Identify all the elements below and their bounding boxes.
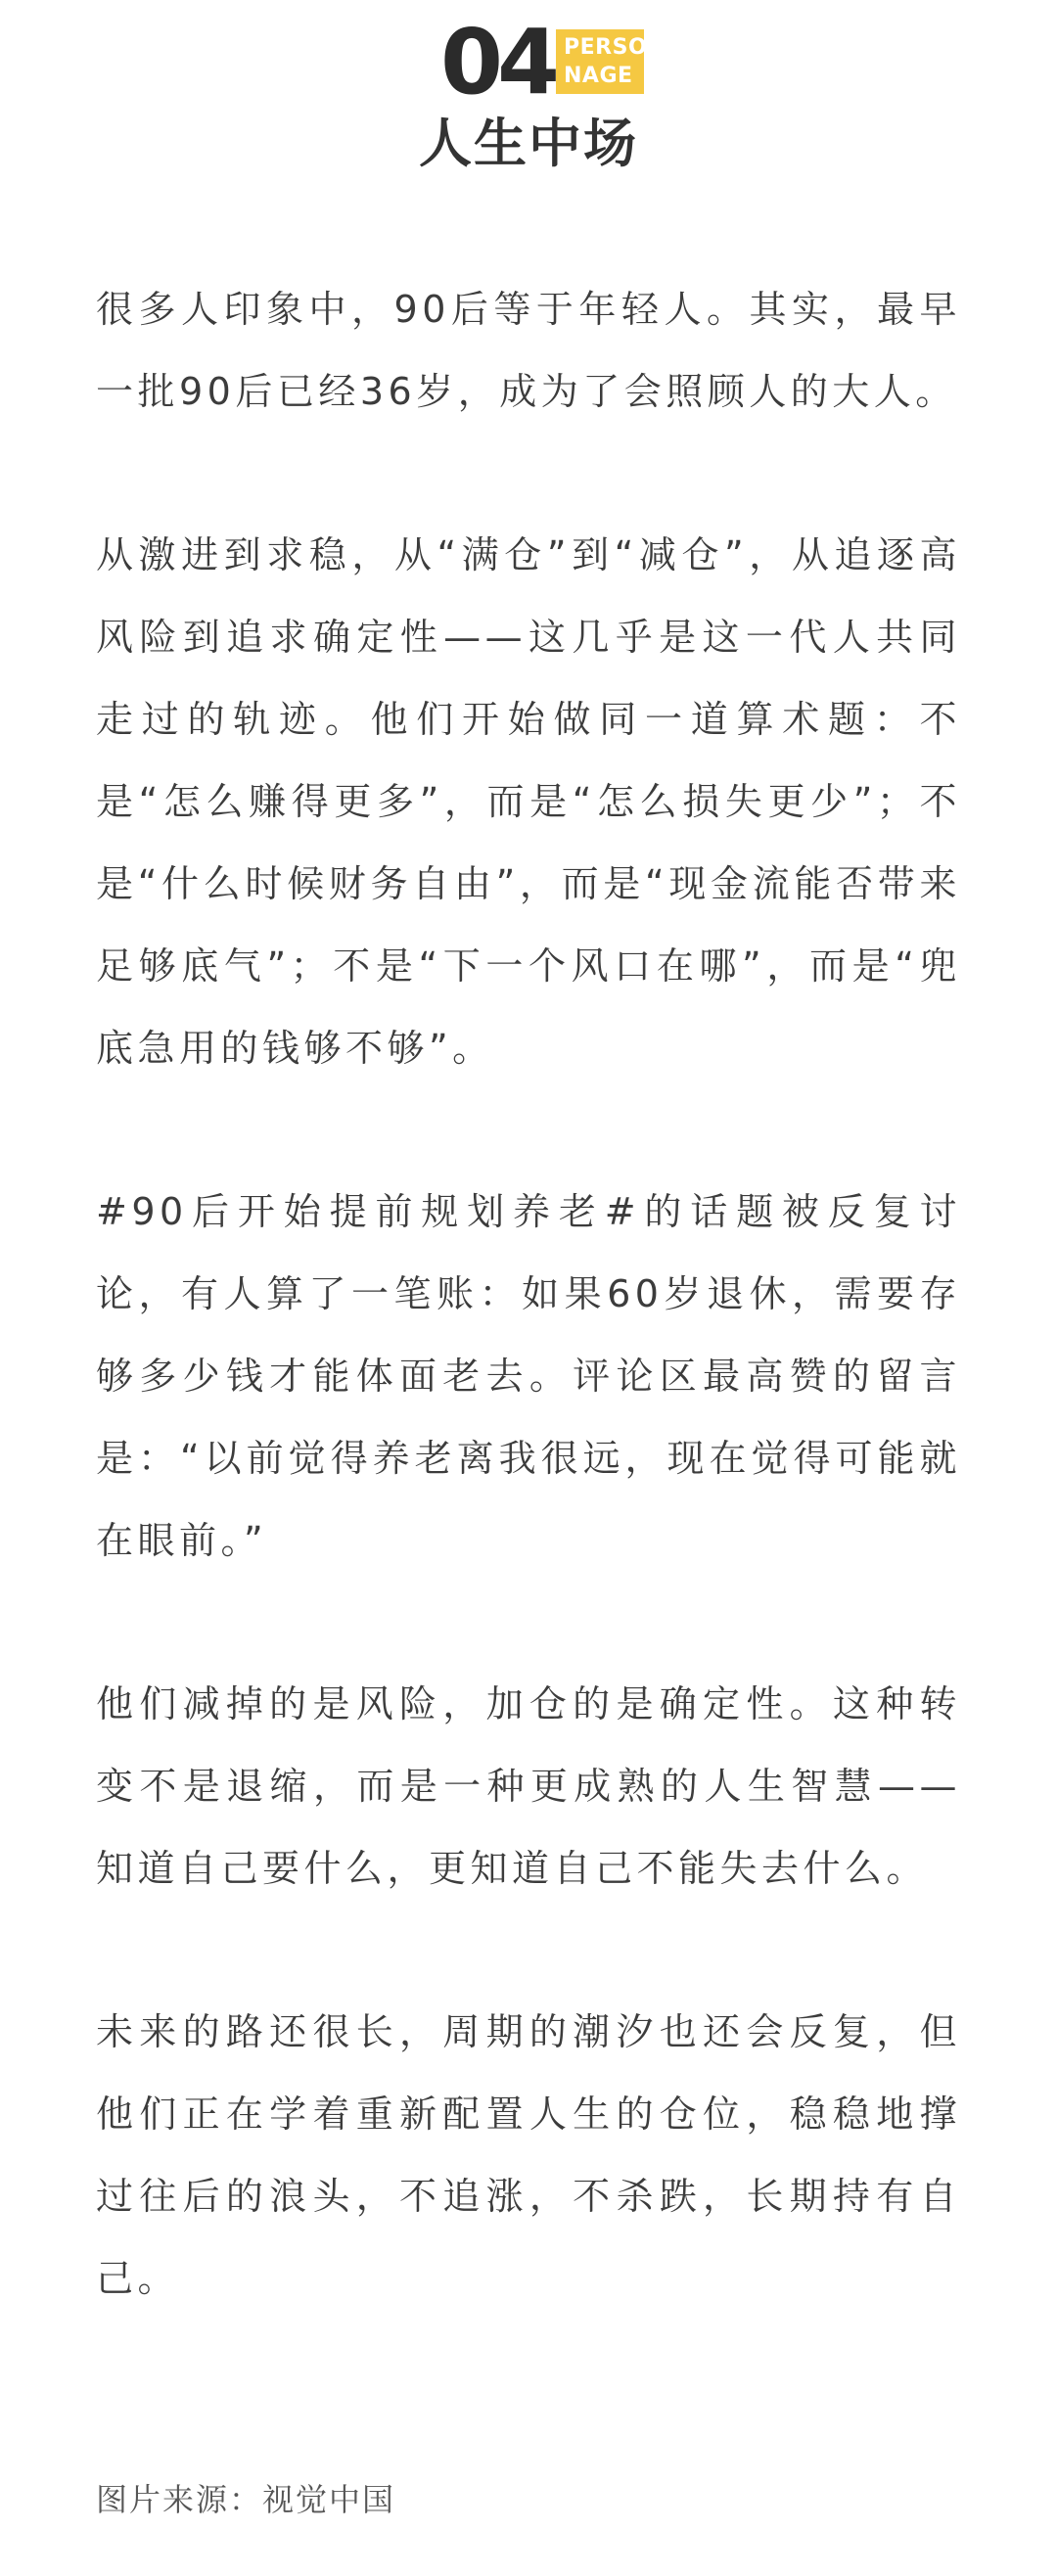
paragraph-1: 很多人印象中，90后等于年轻人。其实，最早一批90后已经36岁，成为了会照顾人的大人。: [96, 288, 961, 413]
paragraph-2: 从激进到求稳，从“满仓”到“减仓”，从追逐高风险到追求确定性——这几乎是这一代人共同走过的轨迹。他们开始做同一道算术题：不是“怎么赚得更多”，而是“怎么损失更少”；不是“什么时候财务自由”，而是“现金流能否带来足够底气”；不是“下一个风口在哪”，而是“兜底急用的钱够不够”。: [96, 533, 961, 1070]
image-credit: 图片来源：视觉中国: [96, 2481, 396, 2518]
section-header: [0, 10, 1057, 180]
tag-line-2: NAGE: [564, 64, 633, 88]
section-title: 人生中场: [419, 113, 638, 174]
paragraph-5: 未来的路还很长，周期的潮汐也还会反复，但他们正在学着重新配置人生的仓位，稳稳地撑过往后的浪头，不追涨，不杀跌，长期持有自己。: [96, 2010, 961, 2300]
section-number: 04: [440, 10, 555, 115]
article-body: [96, 268, 961, 2401]
paragraph-4: 他们减掉的是风险，加仓的是确定性。这种转变不是退缩，而是一种更成熟的人生智慧——知道自己要什么，更知道自己不能失去什么。: [96, 1682, 961, 1890]
paragraph-3: #90后开始提前规划养老#的话题被反复讨论，有人算了一笔账：如果60岁退休，需要存够多少钱才能体面老去。评论区最高赞的留言是：“以前觉得养老离我很远，现在觉得可能就在眼前。”: [96, 1190, 961, 1562]
persoNage-tag: [556, 29, 648, 94]
tag-line-1: PERSO: [564, 35, 648, 60]
section-badge: [440, 10, 656, 115]
